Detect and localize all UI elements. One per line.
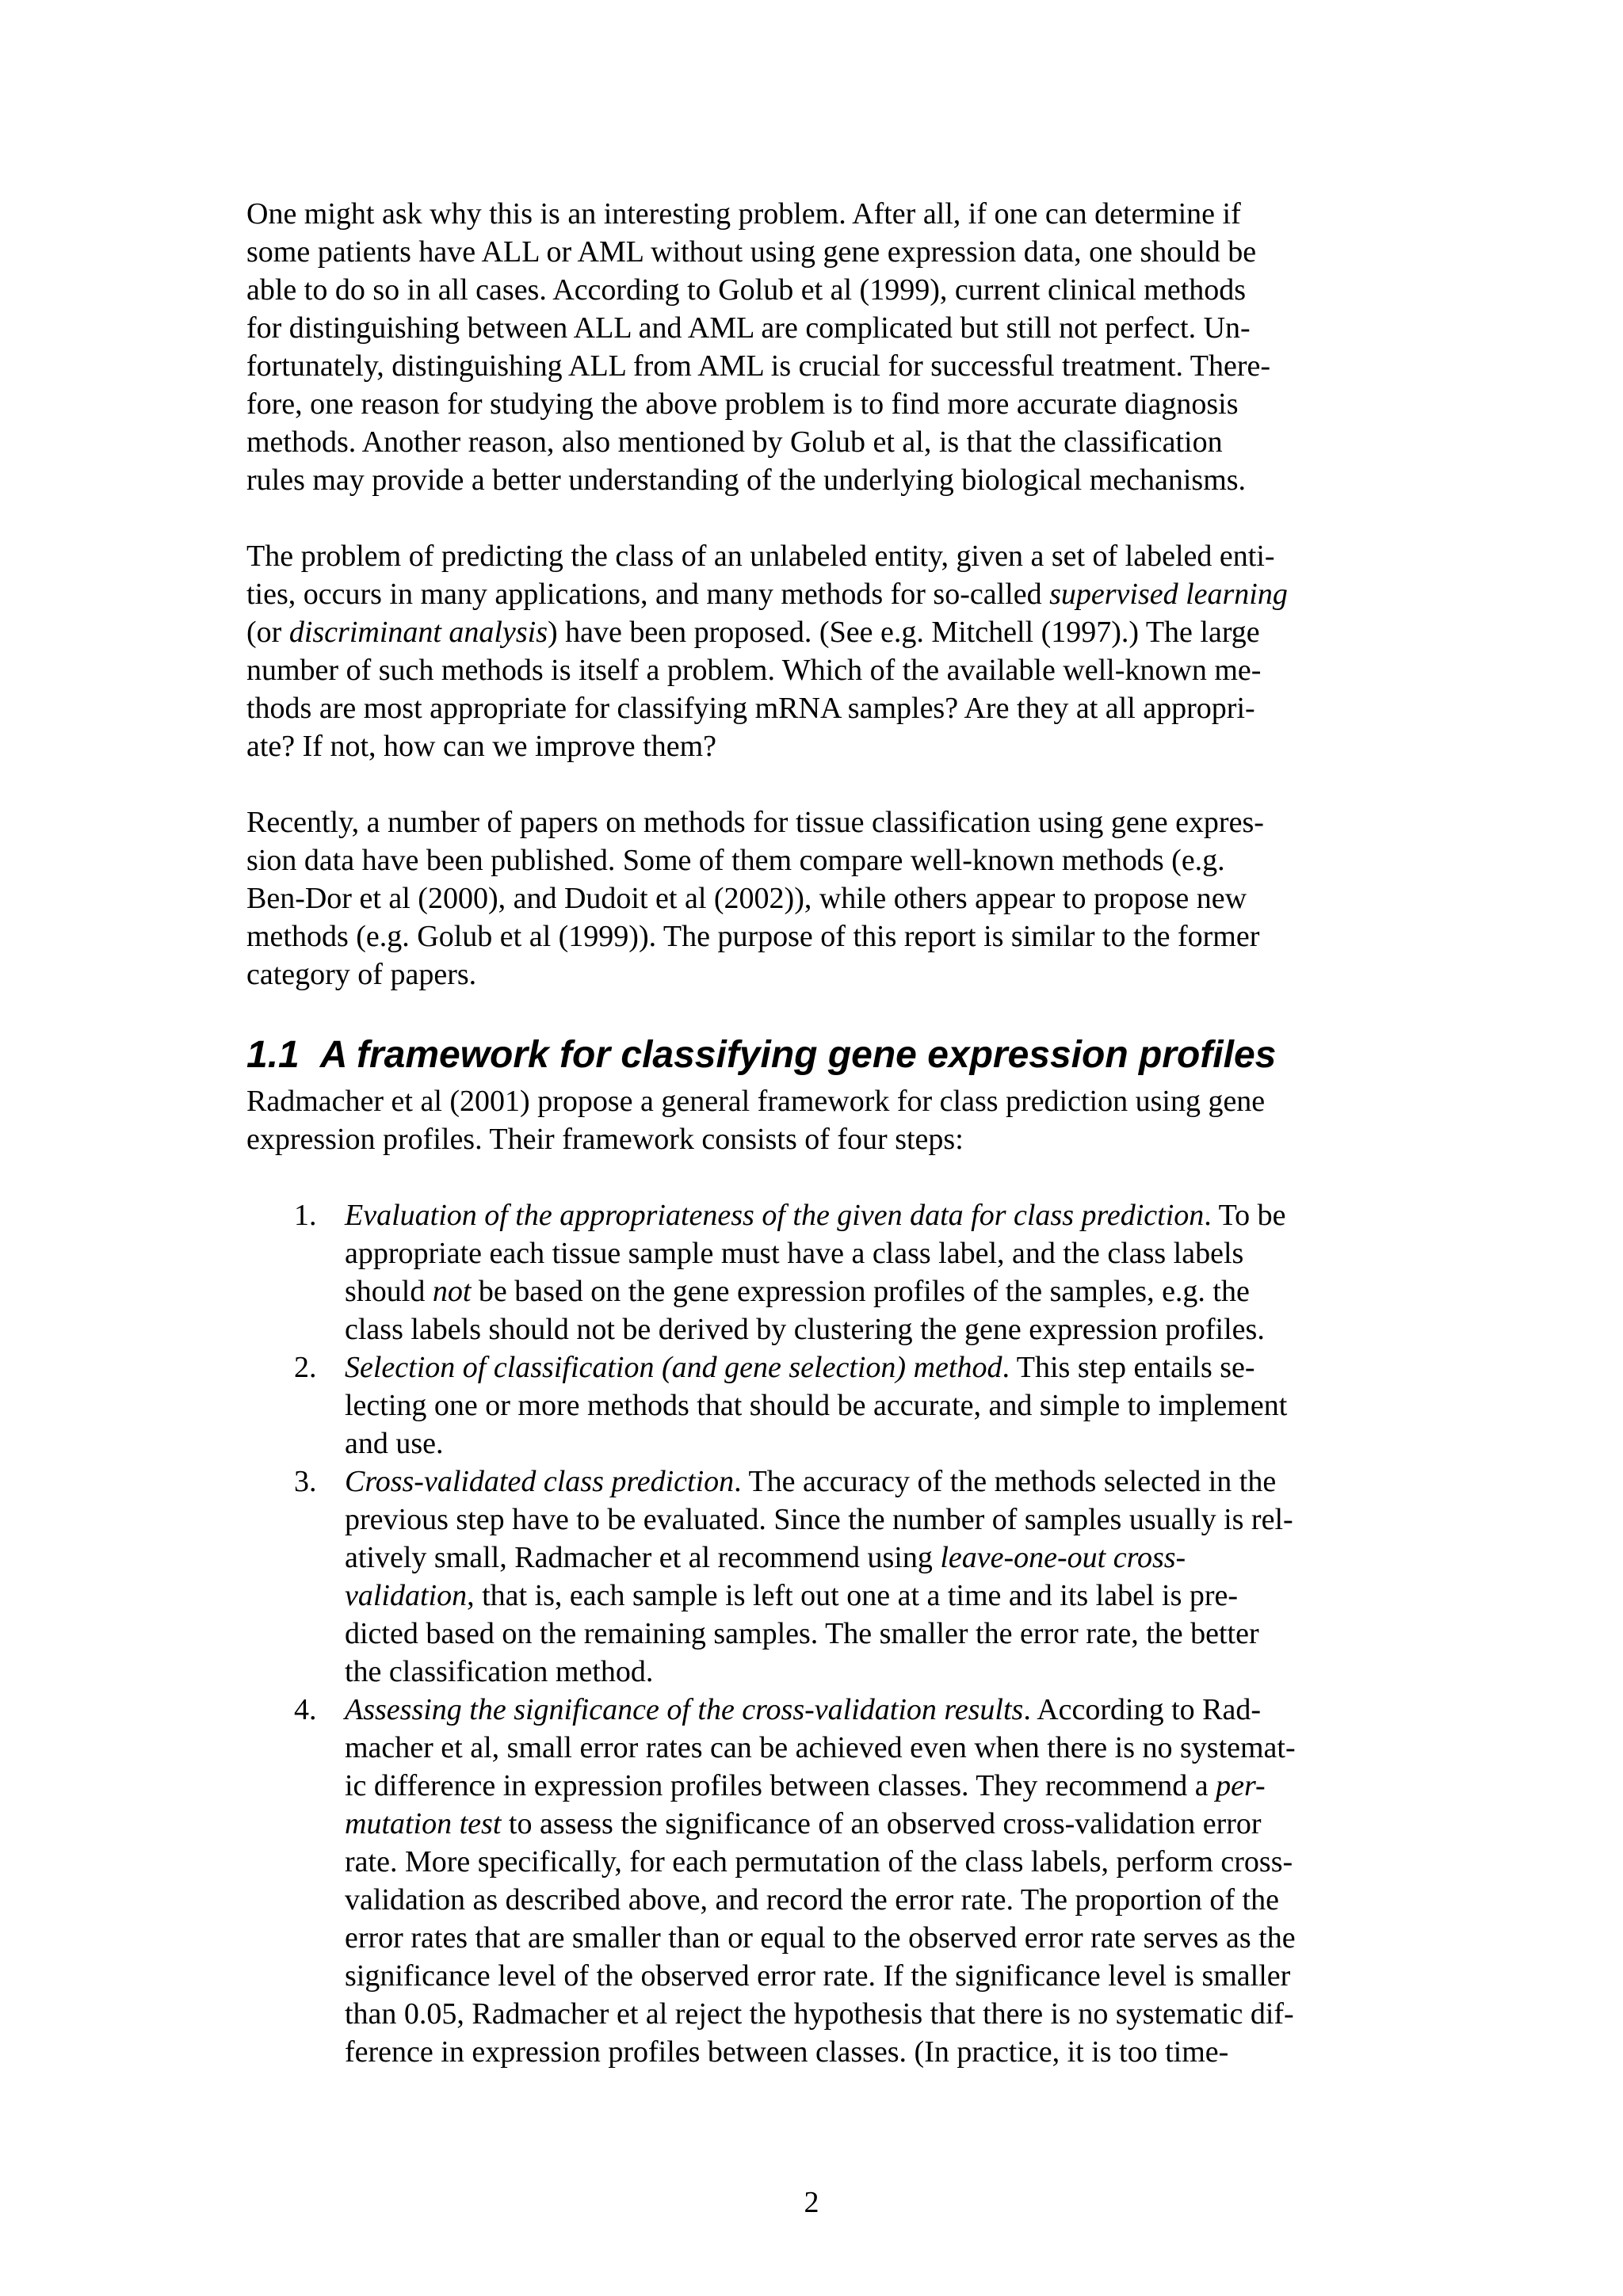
section-title: A framework for classifying gene expression profiles <box>319 1034 1277 1076</box>
emphasis-leave-one-out: leave-one-out cross- <box>940 1541 1186 1574</box>
text-line: dicted based on the remaining samples. The smaller the error rate, the better <box>345 1617 1259 1650</box>
text-line: methods (e.g. Golub et al (1999)). The purpose of this report is similar to the former <box>246 920 1260 953</box>
text-line: category of papers. <box>246 958 477 991</box>
paragraph-1 <box>246 195 1396 499</box>
text-run: . The accuracy of the methods selected in the <box>734 1465 1277 1498</box>
paragraph-2 <box>246 537 1396 765</box>
text-line: sion data have been published. Some of them compare well-known methods (e.g. <box>246 844 1225 877</box>
text-line: the classification method. <box>345 1655 654 1688</box>
text-run: ) have been proposed. (See e.g. Mitchell (1997).) The large <box>548 616 1260 649</box>
text-line: thods are most appropriate for classifying mRNA samples? Are they at all appropri- <box>246 692 1255 725</box>
emphasis-mutation-test: mutation test <box>345 1807 502 1840</box>
emphasis-discriminant-analysis: discriminant analysis <box>288 616 548 649</box>
text-line: class labels should not be derived by clustering the gene expression profiles. <box>345 1313 1265 1346</box>
text-line: Recently, a number of papers on methods for tissue classification using gene expres- <box>246 806 1264 839</box>
step-title: Cross-validated class prediction <box>345 1465 735 1498</box>
text-line: ference in expression profiles between classes. (In practice, it is too time- <box>345 2035 1229 2069</box>
text-line: methods. Another reason, also mentioned by Golub et al, is that the classification <box>246 425 1223 459</box>
text-line: error rates that are smaller than or equal to the observed error rate serves as the <box>345 1921 1296 1955</box>
text-line: fore, one reason for studying the above problem is to find more accurate diagnosis <box>246 387 1239 421</box>
text-run: . To be <box>1204 1199 1286 1232</box>
list-item <box>246 1348 1396 1463</box>
text-line <box>345 1196 1396 1234</box>
text-line: validation as described above, and record the error rate. The proportion of the <box>345 1883 1279 1917</box>
text-run: ic difference in expression profiles between classes. They recommend a <box>345 1769 1216 1802</box>
text-line: The problem of predicting the class of an unlabeled entity, given a set of labeled enti- <box>246 540 1275 573</box>
text-line: rate. More specifically, for each permutation of the class labels, perform cross- <box>345 1845 1293 1878</box>
list-item <box>246 1196 1396 1348</box>
text-line: able to do so in all cases. According to Golub et al (1999), current clinical methods <box>246 273 1247 307</box>
text-line: rules may provide a better understanding of the underlying biological mechanisms. <box>246 463 1247 497</box>
emphasis-permutation: per- <box>1216 1769 1266 1802</box>
text-run: should <box>345 1275 433 1308</box>
text-line <box>345 1805 1396 1843</box>
text-line: Ben-Dor et al (2000), and Dudoit et al (2002)), while others appear to propose new <box>246 882 1247 915</box>
text-line <box>345 1272 1396 1310</box>
emphasis-not: not <box>432 1275 472 1308</box>
section-intro <box>246 1082 1396 1158</box>
text-line <box>345 1463 1396 1501</box>
text-line <box>246 575 1396 613</box>
text-line: appropriate each tissue sample must have a class label, and the class labels <box>345 1237 1244 1270</box>
text-run: . This step entails se- <box>1002 1351 1255 1384</box>
list-marker: 3. <box>294 1465 317 1498</box>
page-number: 2 <box>804 2186 819 2219</box>
emphasis-supervised-learning: supervised learning <box>1049 578 1288 611</box>
text-line: number of such methods is itself a problem. Which of the available well-known me- <box>246 654 1262 687</box>
step-title: Selection of classification (and gene selection) method <box>345 1351 1002 1384</box>
text-line <box>345 1691 1396 1729</box>
text-run: atively small, Radmacher et al recommend using <box>345 1541 941 1574</box>
text-line: some patients have ALL or AML without using gene expression data, one should be <box>246 235 1257 269</box>
text-line: significance level of the observed error rate. If the significance level is smaller <box>345 1959 1291 1993</box>
page-content <box>246 195 1396 2071</box>
text-run: be based on the gene expression profiles of the samples, e.g. the <box>471 1275 1250 1308</box>
text-line: fortunately, distinguishing ALL from AML is crucial for successful treatment. There- <box>246 349 1271 383</box>
text-line <box>345 1348 1396 1386</box>
text-line: ate? If not, how can we improve them? <box>246 730 716 763</box>
text-line: than 0.05, Radmacher et al reject the hypothesis that there is no systematic dif- <box>345 1997 1294 2031</box>
list-marker: 4. <box>294 1693 317 1726</box>
text-run: to assess the significance of an observed cross-validation error <box>501 1807 1262 1840</box>
text-run: (or <box>246 616 289 649</box>
step-title: Assessing the significance of the cross-validation results <box>345 1693 1024 1726</box>
text-line: expression profiles. Their framework consists of four steps: <box>246 1123 964 1156</box>
paragraph-3 <box>246 803 1396 994</box>
list-item <box>246 1463 1396 1691</box>
text-line: for distinguishing between ALL and AML are complicated but still not perfect. Un- <box>246 311 1251 345</box>
text-line <box>345 1767 1396 1805</box>
step-title: Evaluation of the appropriateness of the given data for class prediction <box>345 1199 1205 1232</box>
text-line <box>345 1577 1396 1615</box>
list-marker: 1. <box>294 1199 317 1232</box>
text-line: and use. <box>345 1427 444 1460</box>
section-number: 1.1 <box>246 1034 300 1076</box>
steps-list <box>246 1196 1396 2071</box>
text-line: One might ask why this is an interesting problem. After all, if one can determine if <box>246 197 1241 231</box>
text-run: . According to Rad- <box>1023 1693 1262 1726</box>
text-line: previous step have to be evaluated. Since the number of samples usually is rel- <box>345 1503 1293 1536</box>
section-heading <box>246 1032 1396 1079</box>
list-item <box>246 1691 1396 2071</box>
emphasis-validation: validation <box>345 1579 468 1612</box>
text-line: Radmacher et al (2001) propose a general framework for class prediction using gene <box>246 1085 1266 1118</box>
text-line <box>246 613 1396 651</box>
text-line: lecting one or more methods that should be accurate, and simple to implement <box>345 1389 1288 1422</box>
text-run: ties, occurs in many applications, and many methods for so-called <box>246 578 1050 611</box>
text-run: , that is, each sample is left out one at a time and its label is pre- <box>467 1579 1239 1612</box>
text-line <box>345 1539 1396 1577</box>
text-line: macher et al, small error rates can be achieved even when there is no systemat- <box>345 1731 1296 1764</box>
list-marker: 2. <box>294 1351 317 1384</box>
